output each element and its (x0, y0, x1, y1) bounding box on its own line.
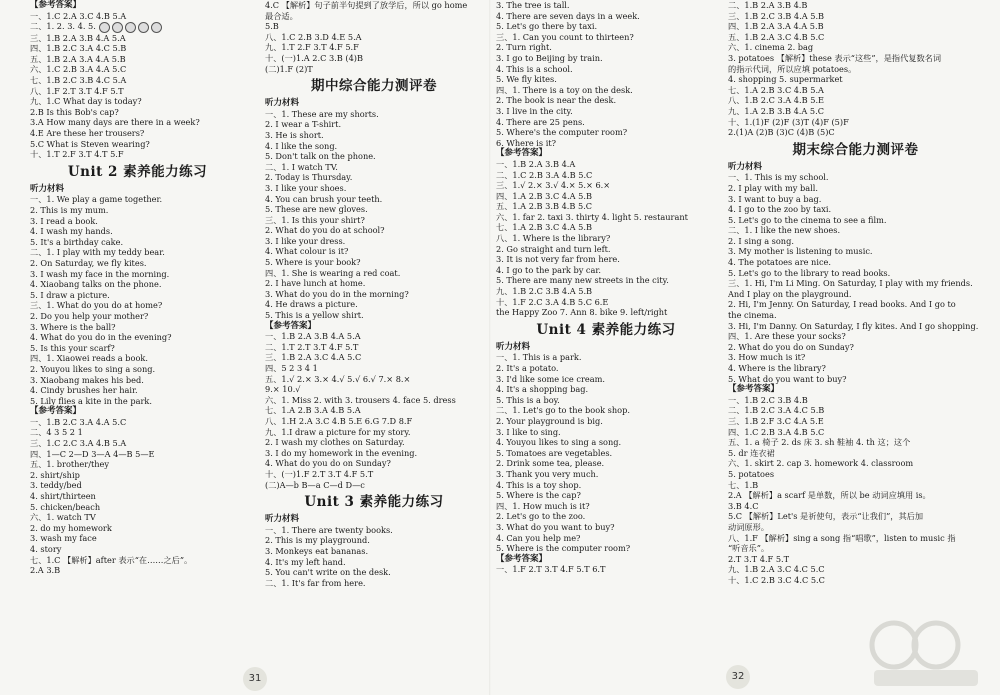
text-line: 3. Thank you very much. (496, 468, 599, 479)
text-line: 九、1.A 2.B 3.B 4.A 5.C (728, 105, 824, 116)
text-line: 2. shirt/ship (30, 469, 80, 480)
text-line: 3. Hi, I'm Danny. On Saturday, I fly kites. And I go shopping. (728, 320, 979, 331)
text-line: 四、1. Are these your socks? (728, 331, 846, 342)
text-line: 五、1.A 2.B 3.B 4.B 5.C (496, 201, 593, 212)
section-heading: 听力材料 (496, 341, 531, 352)
section-title: Unit 3 素养能力练习 (304, 494, 444, 511)
text-line: 5. This is a boy. (496, 394, 560, 405)
text-line: 3. wash my face (30, 533, 97, 544)
text-line: 5. I draw a picture. (30, 289, 110, 300)
text-line: the cinema. (728, 310, 777, 321)
text-line: 十、1.F 2.C 3.A 4.B 5.C 6.E (496, 296, 609, 307)
text-line: 5. There are many new streets in the city. (496, 275, 669, 286)
text-line: 2.(1)A (2)B (3)C (4)B (5)C (728, 127, 835, 138)
text-line: 5. These are new gloves. (265, 204, 368, 215)
text-line: 5. What do you want to buy? (728, 373, 847, 384)
text-line: 四、1. She is wearing a red coat. (265, 267, 401, 278)
text-line: 十、1.C 2.B 3.C 4.C 5.C (728, 574, 825, 585)
text-line: 4. shirt/thirteen (30, 491, 96, 502)
text-line: “听音乐”。 (728, 543, 770, 554)
section-title: 期末综合能力测评卷 (792, 141, 919, 158)
text-line: 二、1. I like the new shoes. (728, 225, 841, 236)
text-line: 2. What do you do at school? (265, 225, 385, 236)
text-line: 5. potatoes (728, 468, 775, 479)
text-line: 5.B (265, 21, 279, 32)
text-line: 5. It's a birthday cake. (30, 236, 124, 247)
text-line: 3. The tree is tall. (496, 0, 570, 10)
text-line: 2. Turn right. (496, 42, 552, 53)
text-line: 4. What colour is it? (265, 246, 349, 257)
text-line: 九、1.T 2.F 3.T 4.F 5.F (265, 42, 359, 53)
text-line: 5. Where is the cap? (496, 490, 581, 501)
text-line: 4. Youyou likes to sing a song. (496, 437, 622, 448)
text-line: 4. This is a toy shop. (496, 479, 582, 490)
text-line: 九、1.I draw a picture for my story. (265, 426, 411, 437)
text-line: 5. Let's go to the library to read books. (728, 267, 891, 278)
text-line: 3. I read a book. (30, 215, 98, 226)
text-line: 5. Don't talk on the phone. (265, 151, 376, 162)
text-line: 五、1. brother/they (30, 459, 109, 470)
text-line: 一、1. We play a game together. (30, 194, 163, 205)
text-line: 3. I live in the city. (496, 105, 573, 116)
page-number-right: 32 (726, 665, 750, 689)
text-line: 4. This is a school. (496, 63, 573, 74)
text-line: 三、1. Is this your shirt? (265, 214, 365, 225)
text-line: 4. There are 25 pens. (496, 116, 585, 127)
text-line: 4. It's a shopping bag. (496, 384, 589, 395)
text-line: 4. I go to the park by car. (496, 264, 602, 275)
text-line: (二)A—b B—a C—d D—c (265, 479, 365, 490)
section-heading: 【参考答案】 (30, 0, 82, 10)
text-line: (二)1.F (2)T (265, 63, 313, 74)
text-line: 七、1.B 2.C 3.B 4.C 5.A (30, 75, 127, 86)
text-line: 最合适。 (265, 10, 298, 21)
text-line: 4. Can you help me? (496, 532, 581, 543)
text-line: 3. Monkeys eat bananas. (265, 545, 369, 556)
text-line: 三、1.B 2.A 3.C 4.A 5.C (265, 352, 362, 363)
text-line: 五、1. a 椅子 2. ds 床 3. sh 鞋袖 4. th 这；这个 (728, 437, 911, 448)
text-line: 十、1.T 2.F 3.T 4.T 5.F (30, 149, 124, 160)
text-line: 七、1.C 【解析】after 表示“在……之后”。 (30, 554, 193, 565)
column-4 (728, 0, 983, 695)
text-line: 2. It's a potato. (496, 363, 559, 373)
text-line: 5. Where is the computer room? (496, 543, 631, 554)
text-line: 4. The potatoes are nice. (728, 257, 831, 268)
text-line: 6. Where is it? (496, 137, 557, 148)
smiley-face-icon (112, 22, 123, 33)
text-line: 3. I'd like some ice cream. (496, 373, 605, 384)
text-line: 六、1. cinema 2. bag (728, 42, 814, 53)
text-line: 二、4 3 5 2 1 (30, 427, 83, 438)
text-line: 二、1.T 2.T 3.T 4.F 5.T (265, 341, 359, 352)
text-line: 三、1.√ 2.× 3.√ 4.× 5.× 6.× (496, 180, 611, 191)
text-line: 一、1.C 2.A 3.C 4.B 5.A (30, 10, 127, 21)
page-number-left: 31 (243, 667, 267, 691)
text-line: 四、1. How much is it? (496, 500, 590, 511)
text-line: 2.A 【解析】a scarf 是单数，所以 be 动词应填用 is。 (728, 490, 931, 501)
text-line: 5. Let's go there by taxi. (496, 21, 598, 32)
text-line: 3. I want to buy a bag. (728, 193, 822, 204)
text-line: 3.B 4.C (728, 500, 759, 511)
text-line: 二、1.C 2.B 3.A 4.B 5.C (496, 169, 593, 180)
text-line: 4. Xiaobang talks on the phone. (30, 279, 162, 290)
text-line: 七、1.A 2.B 3.A 4.B 5.A (265, 405, 361, 416)
text-line: 3. I like your dress. (265, 235, 346, 246)
text-line: 六、1. skirt 2. cap 3. homework 4. classroom (728, 458, 914, 469)
text-line: 4. story (30, 544, 62, 554)
text-line: 3. I like to sing. (496, 426, 561, 437)
text-line: 4.C 【解析】句子前半句提到了放学后，所以 go home (265, 0, 468, 10)
text-line: 3. It is not very far from here. (496, 254, 620, 265)
section-heading: 【参考答案】 (265, 320, 317, 331)
text-line: 一、1.F 2.T 3.T 4.F 5.T 6.T (496, 564, 606, 575)
text-line: 2.B Is this Bob's cap? (30, 106, 119, 117)
text-line: 八、1.B 2.C 3.A 4.B 5.E (728, 95, 825, 106)
text-line: 4. You can brush your teeth. (265, 193, 383, 204)
text-line: 4. I go to the zoo by taxi. (728, 204, 832, 215)
text-line: 5. This is a yellow shirt. (265, 310, 364, 321)
text-line: 3. How much is it? (728, 352, 806, 363)
text-line: 2. This is my mum. (30, 205, 109, 215)
text-line: 一、1. There are twenty books. (265, 524, 393, 535)
text-line: 3. I go to Beijing by train. (496, 52, 603, 63)
column-3 (496, 0, 716, 695)
text-line: 一、1. These are my shorts. (265, 108, 379, 119)
text-line: 一、1.B 2.C 3.B 4.B (728, 394, 808, 405)
section-heading: 【参考答案】 (496, 148, 548, 159)
column-1 (30, 0, 245, 695)
text-line: 三、1.C 2.C 3.A 4.B 5.A (30, 438, 127, 449)
text-line: 五、1.√ 2.× 3.× 4.√ 5.√ 6.√ 7.× 8.× (265, 373, 411, 384)
text-line: 2. I have lunch at home. (265, 278, 366, 289)
text-line: 四、1. Xiaowei reads a book. (30, 353, 148, 364)
text-line: 4. shopping 5. supermarket (728, 74, 843, 85)
text-line: And I play on the playground. (728, 288, 852, 299)
text-line: 二、1. Let's go to the book shop. (496, 405, 630, 416)
text-line: 2. Drink some tea, please. (496, 458, 605, 469)
text-line: 5. dr 连衣裙 (728, 447, 775, 458)
text-line: 九、1.C What day is today? (30, 96, 142, 107)
text-line: 3. Where is the ball? (30, 321, 116, 332)
face-icons (98, 21, 163, 33)
text-line: 5. Tomatoes are vegetables. (496, 447, 613, 458)
text-line: 2. Hi, I'm Jenny. On Saturday, I read books. And I go to (728, 299, 956, 310)
text-line: 四、1.A 2.B 3.C 4.A 5.B (496, 190, 592, 201)
text-line: 八、1.F 2.T 3.T 4.F 5.T (30, 85, 124, 96)
text-line: 二、1. I watch TV. (265, 161, 338, 172)
text-line: 4. I like the song. (265, 140, 338, 151)
text-line: 4. He draws a picture. (265, 299, 358, 310)
text-line: 3. I like your shoes. (265, 182, 347, 193)
text-line: 3. teddy/bed (30, 480, 82, 491)
text-line: 3. What do you do in the morning? (265, 288, 409, 299)
text-line: 三、1. Can you count to thirteen? (496, 31, 634, 42)
text-line: 六、1.C 2.B 3.A 4.A 5.C (30, 64, 127, 75)
text-line: 十、(一)1.A 2.C 3.B (4)B (265, 52, 364, 63)
text-line: 3. potatoes 【解析】these 表示“这些”，是指代复数名词 (728, 52, 942, 63)
text-line: the Happy Zoo 7. Ann 8. bike 9. left/right (496, 307, 668, 318)
text-line: 四、1.B 2.C 3.A 4.C 5.B (30, 43, 127, 54)
section-heading: 听力材料 (265, 98, 300, 109)
text-line: 4. It's my left hand. (265, 556, 346, 567)
text-line: 4. There are seven days in a week. (496, 10, 640, 21)
watermark-logo (866, 615, 986, 690)
text-line: 5. Let's go to the cinema to see a film. (728, 214, 887, 225)
text-line: 的指示代词，所以应填 potatoes。 (728, 63, 857, 74)
text-line: 5.C What is Steven wearing? (30, 138, 150, 149)
text-line: 2. On Saturday, we fly kites. (30, 257, 147, 268)
section-heading: 听力材料 (728, 161, 763, 172)
text-line: 3. What do you want to buy? (496, 521, 615, 532)
text-line: 2. Go straight and turn left. (496, 243, 611, 254)
text-line: 五、1.B 2.A 3.C 4.B 5.C (728, 31, 825, 42)
text-line: 动词原形。 (728, 521, 769, 532)
text-line: 9.× 10.√ (265, 384, 301, 395)
text-line: 八、1.C 2.B 3.D 4.E 5.A (265, 31, 362, 42)
smiley-face-icon (151, 22, 162, 33)
text-line: 5. Lily flies a kite in the park. (30, 395, 152, 406)
page-gutter (489, 0, 491, 695)
text-line: 2. Do you help your mother? (30, 310, 149, 321)
text-line: 5. chicken/beach (30, 501, 101, 512)
text-line: 六、1. watch TV (30, 512, 96, 523)
text-line: 5. We fly kites. (496, 74, 557, 85)
text-line: 3. I do my homework in the evening. (265, 447, 418, 458)
section-heading: 【参考答案】 (496, 553, 548, 564)
text-line: 六、1. far 2. taxi 3. thirty 4. light 5. restaurant (496, 211, 688, 222)
text-line: 2. Your playground is big. (496, 415, 603, 426)
text-line: 二、1.B 2.C 3.A 4.C 5.B (728, 405, 825, 416)
text-line: 三、1.B 2.F 3.C 4.A 5.E (728, 415, 824, 426)
text-line: 一、1. This is a park. (496, 352, 582, 363)
text-line: 四、1—C 2—D 3—A 4—B 5—E (30, 448, 155, 459)
text-line: 3. Xiaobang makes his bed. (30, 374, 144, 385)
text-line: 4. I wash my hands. (30, 226, 113, 237)
text-line: 三、1. Hi, I'm Li Ming. On Saturday, I play with my friends. (728, 278, 973, 289)
text-line: 3. I wash my face in the morning. (30, 268, 170, 279)
section-heading: 听力材料 (30, 183, 65, 194)
text-line: 一、1.B 2.C 3.A 4.A 5.C (30, 416, 127, 427)
text-line: 一、1.B 2.A 3.B 4.A 5.A (265, 331, 361, 342)
text-line: 5. Where is your book? (265, 257, 361, 268)
text-line: 4.E Are these her trousers? (30, 128, 145, 139)
text-line: 七、1.A 2.B 3.C 4.A 5.B (496, 222, 592, 233)
text-line: 2. Let's go to the zoo. (496, 511, 586, 522)
text-line: 4. Cindy brushes her hair. (30, 385, 138, 396)
section-title: 期中综合能力测评卷 (311, 78, 437, 95)
text-line: 七、1.B (728, 479, 759, 490)
text-line: 2.A 3.B (30, 565, 61, 576)
text-line: 二、1. It's far from here. (265, 577, 366, 588)
text-line: 三、1.B 2.C 3.B 4.A 5.B (728, 10, 825, 21)
text-line: 五、1.B 2.A 3.A 4.A 5.B (30, 53, 126, 64)
text-line: 四、5 2 3 4 1 (265, 363, 318, 373)
section-heading: 【参考答案】 (30, 406, 82, 417)
text-line: 2. I wash my clothes on Saturday. (265, 437, 405, 448)
text-line: 十、1.(1)F (2)F (3)T (4)F (5)F (728, 116, 849, 127)
text-line: 2.T 3.T 4.F 5.T (728, 553, 790, 564)
text-line: 5.C 【解析】Let's 是祈使句，表示“让我们”，其后加 (728, 511, 924, 522)
column-2 (265, 0, 483, 695)
text-line: 一、1.B 2.A 3.B 4.A (496, 158, 576, 169)
text-line: 2. I sing a song. (728, 235, 794, 246)
text-line: 4. What do you do on Sunday? (265, 458, 391, 469)
section-title: Unit 4 素养能力练习 (536, 321, 676, 338)
text-line: 2. I play with my ball. (728, 182, 818, 193)
text-line: 2. Youyou likes to sing a song. (30, 363, 156, 374)
text-line: 四、1. There is a toy on the desk. (496, 84, 633, 95)
text-line: 八、1.H 2.A 3.C 4.B 5.E 6.G 7.D 8.F (265, 415, 413, 426)
text-line: 5. Is this your scarf? (30, 342, 115, 353)
text-line: 九、1.B 2.A 3.C 4.C 5.C (728, 564, 825, 575)
text-line: 六、1. Miss 2. with 3. trousers 4. face 5. dress (265, 394, 456, 405)
text-line: 二、1. I play with my teddy bear. (30, 247, 165, 258)
text-line: 二、1.B 2.A 3.B 4.B (728, 0, 808, 10)
text-line: 4. Where is the library? (728, 363, 826, 373)
text-line: 2. What do you do on Sunday? (728, 341, 854, 352)
text-line: 一、1. This is my school. (728, 172, 829, 183)
text-line: 四、1.C 2.B 3.A 4.B 5.C (728, 426, 825, 437)
smiley-face-icon (138, 22, 149, 33)
text-line: 三、1. What do you do at home? (30, 300, 163, 311)
text-line: 十、(一)1.F 2.T 3.T 4.F 5.T (265, 468, 374, 479)
text-line: 九、1.B 2.C 3.B 4.A 5.B (496, 286, 593, 297)
text-line: 3. My mother is listening to music. (728, 246, 873, 257)
text-line: 2. This is my playground. (265, 535, 370, 546)
text-line: 八、1.F 【解析】sing a song 指“唱歌”，listen to music 指 (728, 532, 956, 543)
section-heading: 听力材料 (265, 514, 300, 525)
section-heading: 【参考答案】 (728, 384, 780, 395)
text-line: 2. I wear a T-shirt. (265, 119, 342, 130)
text-line: 二、1. 2. 3. 4. 5. (30, 21, 245, 33)
text-line: 七、1.A 2.B 3.C 4.B 5.A (728, 84, 824, 95)
smiley-face-icon (125, 22, 136, 33)
smiley-face-icon (99, 22, 110, 33)
text-line: 5. Where's the computer room? (496, 127, 628, 138)
text-line: 3. He is short. (265, 129, 324, 140)
text-line: 八、1. Where is the library? (496, 233, 611, 244)
text-line: 3.A How many days are there in a week? (30, 117, 200, 128)
text-line: 2. do my homework (30, 522, 112, 533)
text-line: 2. The book is near the desk. (496, 95, 617, 106)
text-line: 三、1.B 2.A 3.B 4.A 5.A (30, 32, 126, 43)
text-line: 4. What do you do in the evening? (30, 332, 172, 343)
section-title: Unit 2 素养能力练习 (67, 163, 208, 180)
text-line: 5. You can't write on the desk. (265, 567, 391, 578)
text-line: 2. Today is Thursday. (265, 172, 353, 183)
text-line: 四、1.B 2.A 3.A 4.A 5.B (728, 21, 824, 32)
